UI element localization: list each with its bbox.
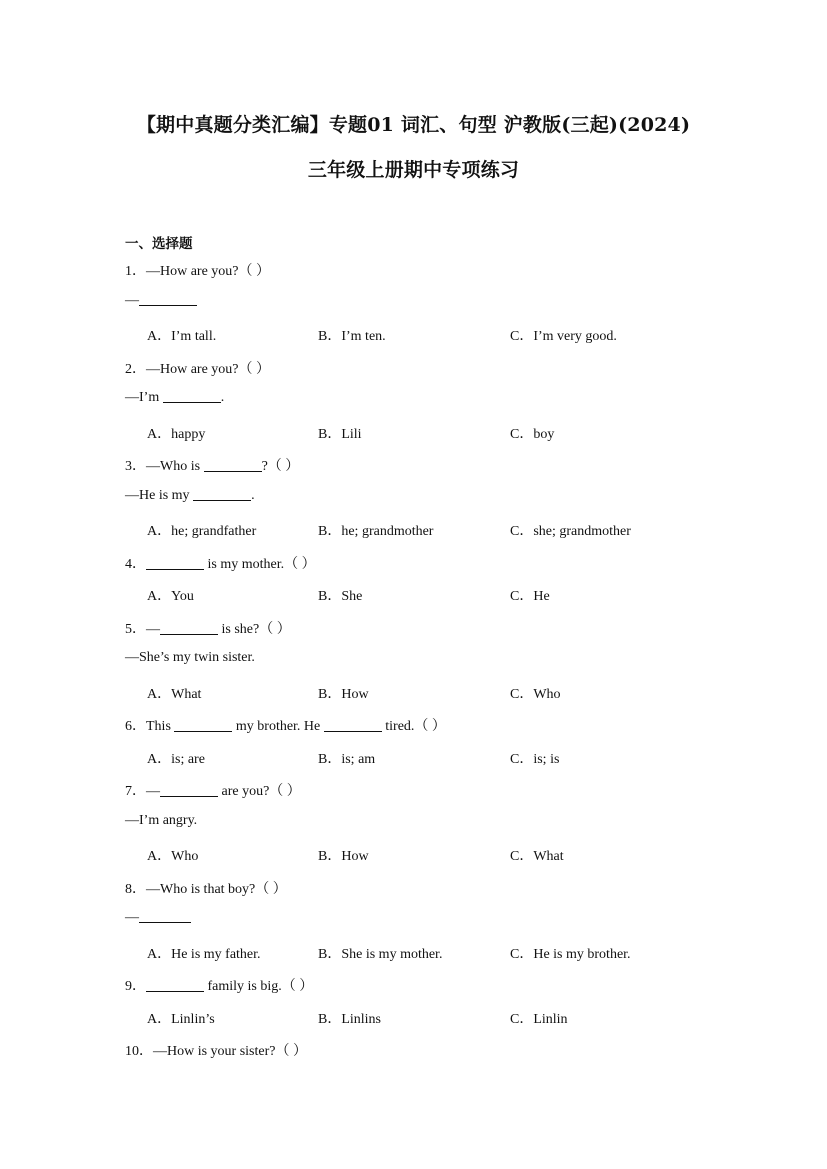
question-4-option-b[interactable]: B．She bbox=[318, 589, 363, 604]
answer-blank bbox=[163, 390, 221, 403]
document-title: 【期中真题分类汇编】专题01 词汇、句型 沪教版(三起)(2024) bbox=[136, 114, 691, 136]
answer-blank bbox=[146, 979, 204, 992]
question-3-reply: —He is my . bbox=[125, 488, 255, 503]
question-6-option-b[interactable]: B．is; am bbox=[318, 752, 376, 767]
question-2-option-c[interactable]: C．boy bbox=[510, 427, 555, 442]
question-3-option-b[interactable]: B．he; grandmother bbox=[318, 524, 434, 539]
question-1-stem: 1．—How are you?（ ） bbox=[125, 264, 271, 279]
document-subtitle: 三年级上册期中专项练习 bbox=[307, 159, 520, 181]
question-8-option-b[interactable]: B．She is my mother. bbox=[318, 947, 443, 962]
answer-blank bbox=[146, 557, 204, 570]
question-3-option-c[interactable]: C．she; grandmother bbox=[510, 524, 631, 539]
question-9-option-b[interactable]: B．Linlins bbox=[318, 1012, 382, 1027]
answer-blank bbox=[174, 719, 232, 732]
question-1-option-b[interactable]: B．I’m ten. bbox=[318, 329, 386, 344]
question-3-stem: 3．—Who is ?（ ） bbox=[125, 459, 300, 474]
question-4-option-c[interactable]: C．He bbox=[510, 589, 550, 604]
question-1-reply: — bbox=[125, 293, 197, 309]
question-7-option-a[interactable]: A．Who bbox=[147, 849, 199, 864]
question-7-reply: —I’m angry. bbox=[125, 813, 198, 828]
question-6-option-c[interactable]: C．is; is bbox=[510, 752, 560, 767]
question-1-option-c[interactable]: C．I’m very good. bbox=[510, 329, 617, 344]
question-8-stem: 8．—Who is that boy?（ ） bbox=[125, 882, 287, 897]
question-5-reply: —She’s my twin sister. bbox=[125, 650, 255, 665]
question-7-option-b[interactable]: B．How bbox=[318, 849, 369, 864]
answer-blank bbox=[139, 910, 191, 923]
question-2-reply: —I’m . bbox=[125, 390, 225, 405]
question-5-option-b[interactable]: B．How bbox=[318, 687, 369, 702]
answer-blank bbox=[160, 622, 218, 635]
answer-blank bbox=[139, 293, 197, 306]
question-7-option-c[interactable]: C．What bbox=[510, 849, 564, 864]
question-4-option-a[interactable]: A．You bbox=[147, 589, 194, 604]
question-2-option-a[interactable]: A．happy bbox=[147, 427, 206, 442]
question-8-option-c[interactable]: C．He is my brother. bbox=[510, 947, 631, 962]
question-8-reply: — bbox=[125, 910, 191, 926]
question-2-stem: 2．—How are you?（ ） bbox=[125, 362, 271, 377]
answer-blank bbox=[324, 719, 382, 732]
question-9-option-a[interactable]: A．Linlin’s bbox=[147, 1012, 215, 1027]
question-9-option-c[interactable]: C．Linlin bbox=[510, 1012, 568, 1027]
question-2-option-b[interactable]: B．Lili bbox=[318, 427, 362, 442]
section-heading: 一、选择题 bbox=[125, 236, 193, 252]
question-3-option-a[interactable]: A．he; grandfather bbox=[147, 524, 257, 539]
answer-blank bbox=[204, 459, 262, 472]
question-6-option-a[interactable]: A．is; are bbox=[147, 752, 205, 767]
question-5-option-c[interactable]: C．Who bbox=[510, 687, 561, 702]
question-9-stem: 9． family is big.（ ） bbox=[125, 979, 314, 994]
question-6-stem: 6．This my brother. He tired.（ ） bbox=[125, 719, 446, 734]
question-5-stem: 5．— is she?（ ） bbox=[125, 622, 291, 637]
question-4-stem: 4． is my mother.（ ） bbox=[125, 557, 316, 572]
question-10-stem: 10．—How is your sister?（ ） bbox=[125, 1044, 307, 1059]
question-5-option-a[interactable]: A．What bbox=[147, 687, 202, 702]
question-8-option-a[interactable]: A．He is my father. bbox=[147, 947, 261, 962]
answer-blank bbox=[193, 488, 251, 501]
question-1-option-a[interactable]: A．I’m tall. bbox=[147, 329, 217, 344]
answer-blank bbox=[160, 784, 218, 797]
question-7-stem: 7．— are you?（ ） bbox=[125, 784, 301, 799]
